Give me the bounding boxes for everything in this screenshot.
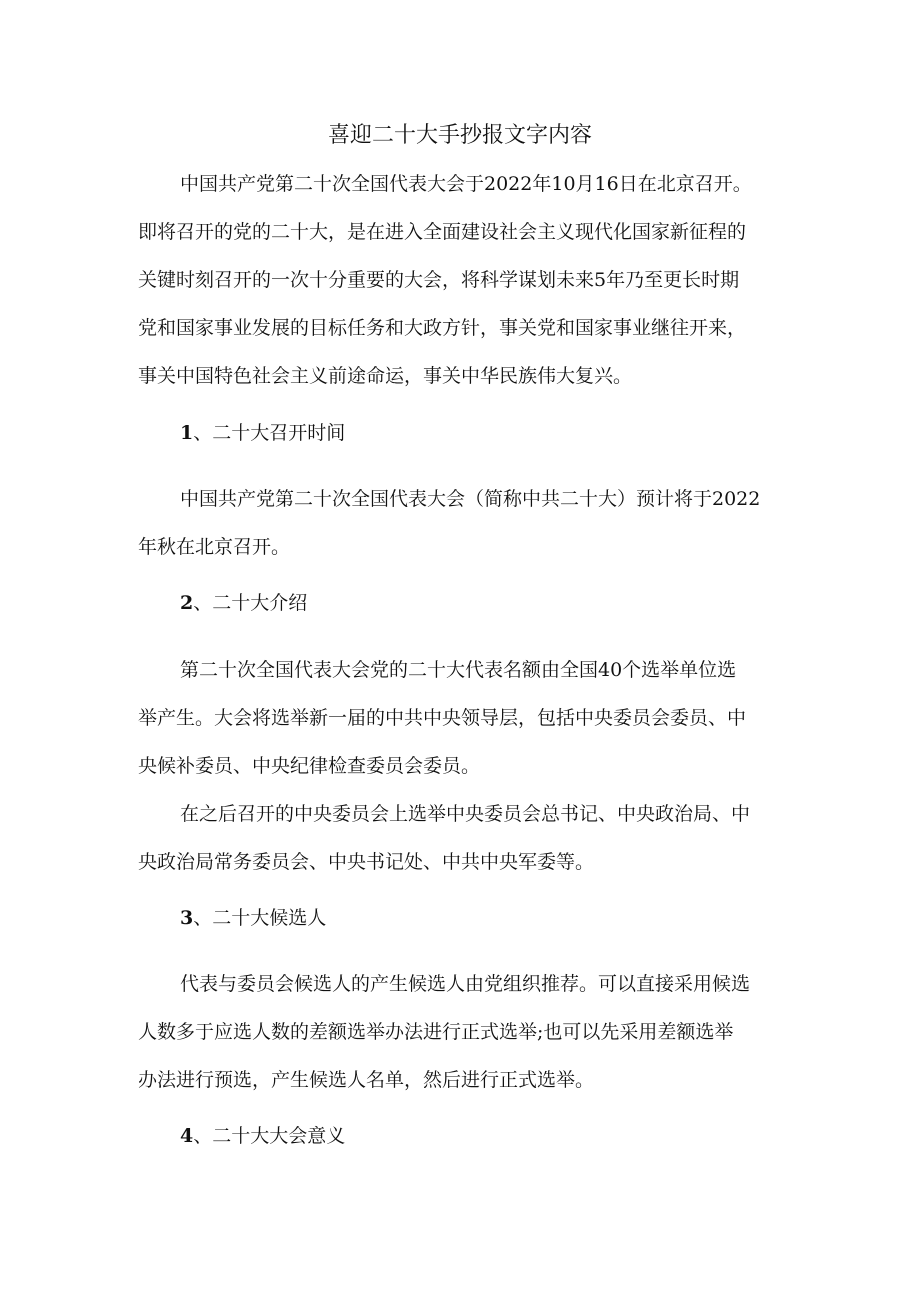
section-4-heading-text: 、二十大大会意义 bbox=[193, 1125, 346, 1147]
intro-line-5: 事关中国特色社会主义前途命运，事关中华民族伟大复兴。 bbox=[138, 365, 633, 387]
section-4-number: 4 bbox=[180, 1125, 194, 1147]
section-1-number: 1 bbox=[180, 422, 194, 444]
section-1-line-1: 中国共产党第二十次全国代表大会（简称中共二十大）预计将于2022 bbox=[180, 488, 761, 510]
section-2-line-5: 央政治局常务委员会、中央书记处、中共中央军委等。 bbox=[138, 851, 595, 873]
section-3-line-2: 人数多于应选人数的差额选举办法进行正式选举;也可以先采用差额选举 bbox=[138, 1021, 734, 1043]
section-2-heading-text: 、二十大介绍 bbox=[193, 592, 308, 614]
section-3-heading bbox=[180, 905, 326, 931]
section-2-number: 2 bbox=[180, 592, 194, 614]
intro-line-3: 关键时刻召开的一次十分重要的大会，将科学谋划未来5年乃至更长时期 bbox=[138, 269, 740, 291]
section-3-line-3: 办法进行预选，产生候选人名单，然后进行正式选举。 bbox=[138, 1069, 595, 1091]
section-2-line-3: 央候补委员、中央纪律检查委员会委员。 bbox=[138, 755, 481, 777]
section-3-heading-text: 、二十大候选人 bbox=[193, 907, 327, 929]
section-2-line-2: 举产生。大会将选举新一届的中共中央领导层，包括中央委员会委员、中 bbox=[138, 707, 747, 729]
section-4-heading bbox=[180, 1123, 345, 1149]
section-2-heading bbox=[180, 590, 307, 616]
section-1-heading-text: 、二十大召开时间 bbox=[193, 422, 346, 444]
section-3-number: 3 bbox=[180, 907, 194, 929]
section-1-heading bbox=[180, 420, 345, 446]
intro-line-4: 党和国家事业发展的目标任务和大政方针，事关党和国家事业继往开来， bbox=[138, 317, 747, 339]
intro-line-1: 中国共产党第二十次全国代表大会于2022年10月16日在北京召开。 bbox=[180, 173, 752, 195]
section-3-line-1: 代表与委员会候选人的产生候选人由党组织推荐。可以直接采用候选 bbox=[180, 973, 751, 995]
document-title: 喜迎二十大手抄报文字内容 bbox=[327, 123, 592, 148]
section-1-line-2: 年秋在北京召开。 bbox=[138, 536, 291, 558]
section-2-line-1: 第二十次全国代表大会党的二十大代表名额由全国40个选举单位选 bbox=[180, 659, 737, 681]
intro-line-2: 即将召开的党的二十大，是在进入全面建设社会主义现代化国家新征程的 bbox=[138, 221, 747, 243]
section-2-line-4: 在之后召开的中央委员会上选举中央委员会总书记、中央政治局、中 bbox=[180, 803, 751, 825]
